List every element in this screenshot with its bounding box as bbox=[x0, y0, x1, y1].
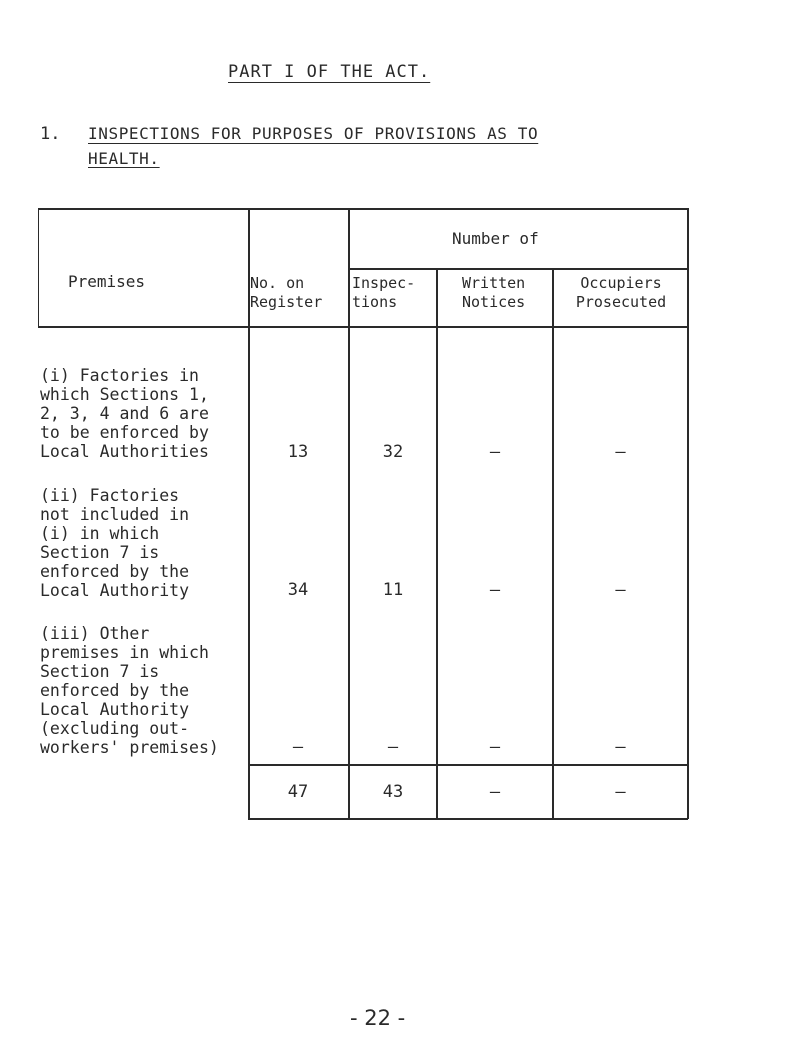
table-cell-written: – bbox=[489, 580, 501, 600]
table-cell-occupiers: – bbox=[615, 737, 626, 757]
table-row-premises: (i) Factories in which Sections 1, 2, 3, 4 and 6 are to be enforced by Local Authorities bbox=[40, 366, 209, 461]
total-written: – bbox=[489, 782, 501, 802]
section-title-continued: HEALTH. bbox=[88, 149, 160, 168]
table-cell-inspections: 32 bbox=[382, 442, 404, 462]
header-bottom-border bbox=[38, 326, 688, 328]
total-register: 47 bbox=[287, 782, 309, 802]
table-row-premises: (iii) Other premises in which Section 7 is enforced by the Local Authority (excluding out- workers' premises) bbox=[40, 624, 219, 757]
table-cell-inspections: 11 bbox=[382, 580, 404, 600]
table-top-border bbox=[38, 208, 688, 210]
table-cell-register: 34 bbox=[287, 580, 309, 600]
totals-bottom-border bbox=[248, 818, 688, 820]
total-occupiers: – bbox=[615, 782, 626, 802]
page-number: - 22 - bbox=[350, 1006, 406, 1030]
table-cell-occupiers: – bbox=[615, 442, 626, 462]
table-right-border bbox=[687, 208, 689, 819]
part-title: PART I OF THE ACT. bbox=[228, 62, 431, 82]
table-cell-written: – bbox=[489, 737, 501, 757]
table-cell-occupiers: – bbox=[615, 580, 626, 600]
number-of-divider bbox=[348, 268, 688, 270]
header-occupiers-prosecuted: Occupiers Prosecuted bbox=[575, 274, 667, 311]
table-cell-register: 13 bbox=[287, 442, 309, 462]
table-cell-inspections: – bbox=[387, 737, 399, 757]
section-title: INSPECTIONS FOR PURPOSES OF PROVISIONS AS TO bbox=[88, 124, 539, 143]
table-cell-register: – bbox=[292, 737, 304, 757]
section-number: 1. bbox=[40, 124, 61, 144]
total-inspections: 43 bbox=[382, 782, 404, 802]
table-cell-written: – bbox=[489, 442, 501, 462]
header-register: No. on Register bbox=[250, 274, 323, 311]
header-inspections: Inspec- tions bbox=[352, 274, 416, 311]
premises-left-border bbox=[38, 208, 39, 326]
totals-top-border bbox=[248, 764, 688, 766]
table-row-premises: (ii) Factories not included in (i) in which Section 7 is enforced by the Local Authority bbox=[40, 486, 190, 600]
header-premises: Premises bbox=[68, 272, 146, 291]
header-number-of: Number of bbox=[452, 229, 539, 248]
col-inspections-left bbox=[348, 208, 350, 819]
header-written-notices: Written Notices bbox=[462, 274, 526, 311]
